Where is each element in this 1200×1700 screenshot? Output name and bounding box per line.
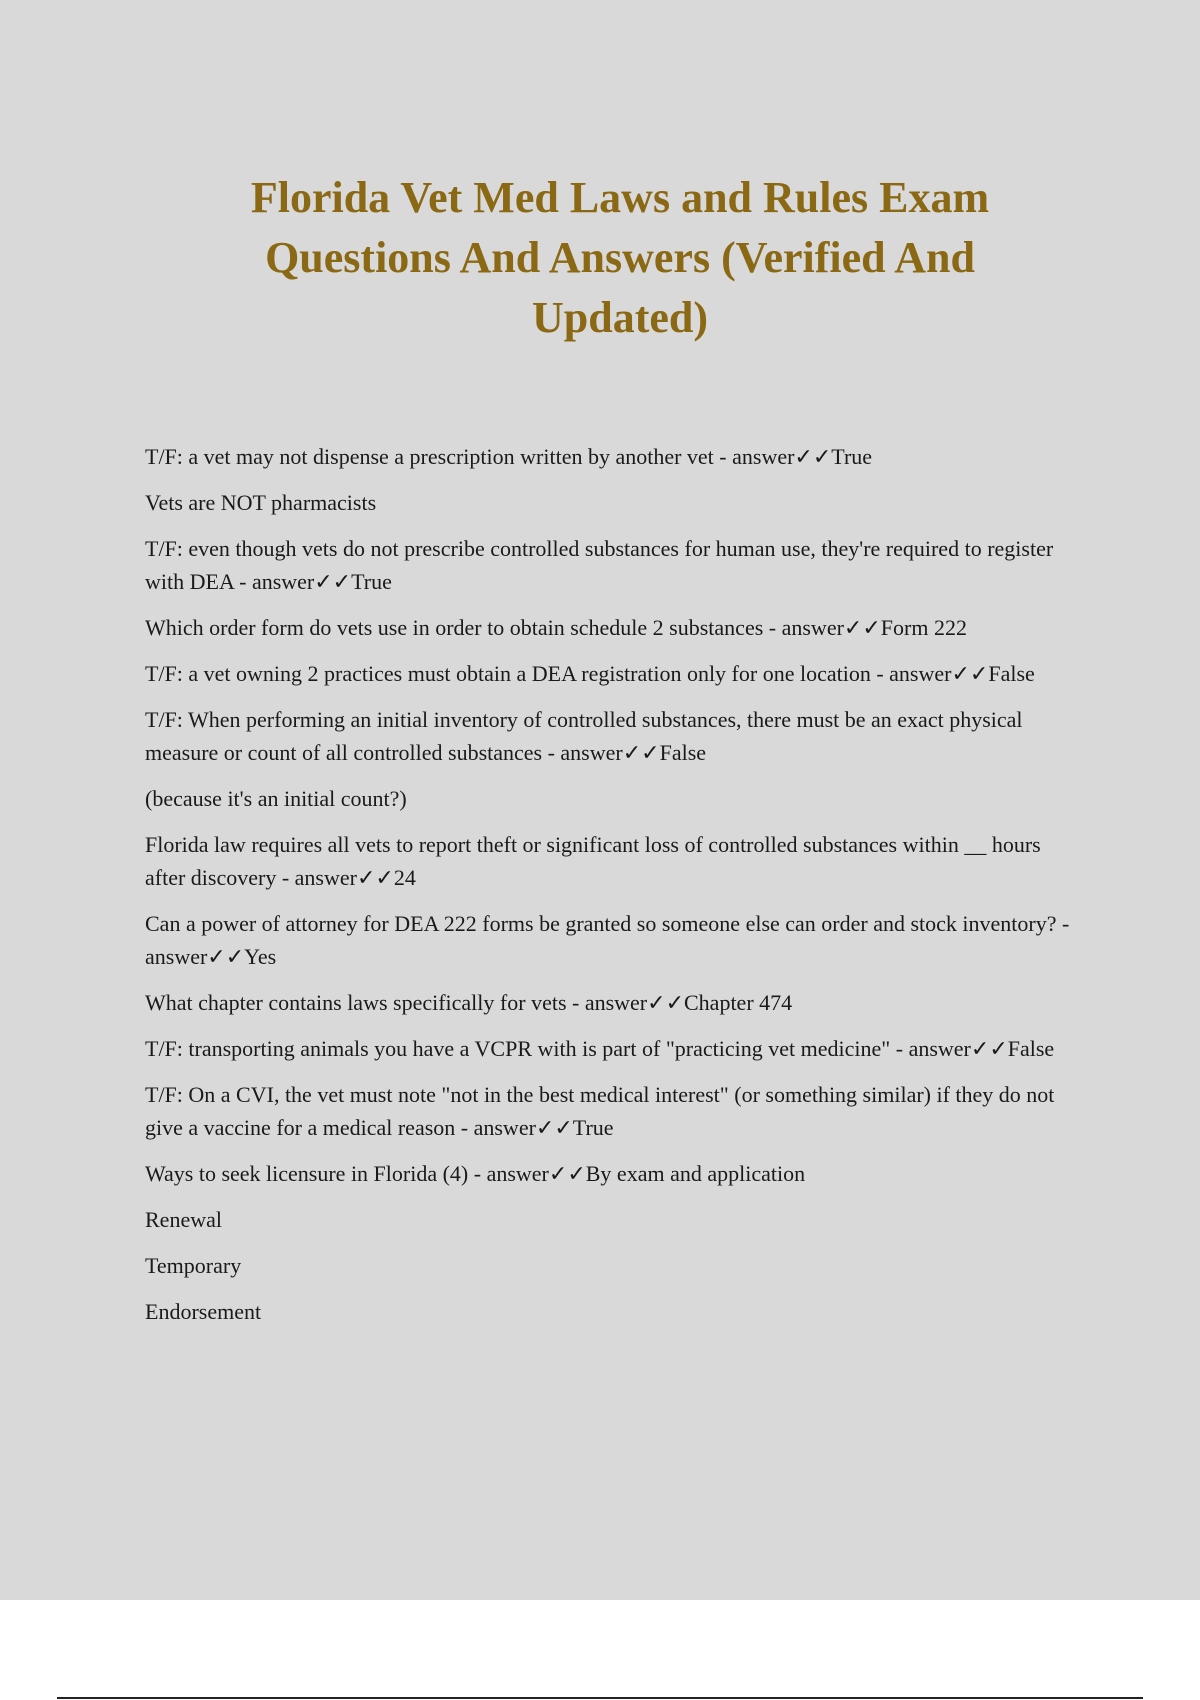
question-paragraph: Ways to seek licensure in Florida (4) - answer✓✓By exam and application [145,1161,806,1186]
question-paragraph: T/F: even though vets do not prescribe controlled substances for human use, they're required to register with DEA - answer✓✓True [145,536,1054,594]
note-paragraph: (because it's an initial count?) [145,786,407,811]
title-line: Florida Vet Med Laws and Rules Exam [250,173,990,222]
question-paragraph: T/F: transporting animals you have a VCPR with is part of "practicing vet medicine" - answer✓✓False [145,1036,1055,1061]
note-paragraph: Vets are NOT pharmacists [145,490,377,515]
question-paragraph: T/F: On a CVI, the vet must note "not in the best medical interest" (or something similar) if they do not give a vaccine for a medical reason - answer✓✓True [145,1082,1055,1140]
question-paragraph: Can a power of attorney for DEA 222 forms be granted so someone else can order and stock inventory? - answer✓✓Yes [145,911,1070,969]
question-paragraph: What chapter contains laws specifically for vets - answer✓✓Chapter 474 [145,990,793,1015]
question-paragraph: Which order form do vets use in order to obtain schedule 2 substances - answer✓✓Form 222 [145,615,967,640]
bottom-divider [57,1697,1143,1699]
document-title [180,168,1060,348]
question-paragraph: T/F: When performing an initial inventory of controlled substances, there must be an exact physical measure or count of all controlled substances - answer✓✓False [145,707,1023,765]
note-paragraph: Endorsement [145,1299,262,1324]
title-line: Updated) [531,293,709,342]
note-paragraph: Temporary [145,1253,242,1278]
question-paragraph: T/F: a vet may not dispense a prescription written by another vet - answer✓✓True [145,444,873,469]
question-paragraph: T/F: a vet owning 2 practices must obtain a DEA registration only for one location - answer✓✓False [145,661,1035,686]
document-body [145,440,1075,1341]
note-paragraph: Renewal [145,1207,222,1232]
title-line: Questions And Answers (Verified And [265,233,975,282]
question-paragraph: Florida law requires all vets to report theft or significant loss of controlled substances within __ hours after discovery - answer✓✓24 [145,832,1041,890]
